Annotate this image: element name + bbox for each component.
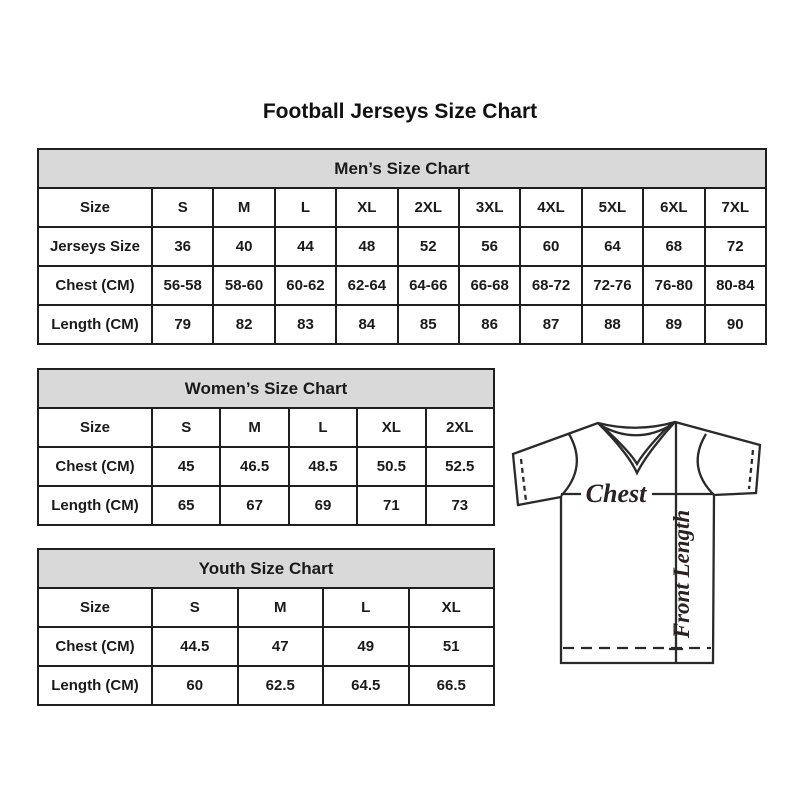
right-sleeve-seam	[698, 434, 714, 495]
table-title-row	[38, 149, 766, 188]
value-cell: 52.5	[426, 447, 494, 486]
left-sleeve-seam	[561, 434, 577, 496]
value-cell: 72-76	[582, 266, 643, 305]
value-cell: M	[238, 588, 324, 627]
right-cuff-stitch-line	[749, 450, 753, 489]
value-cell: L	[275, 188, 336, 227]
value-cell: 68	[643, 227, 704, 266]
table-row	[38, 666, 494, 705]
table-row	[38, 486, 494, 525]
row-label-cell: Size	[38, 588, 152, 627]
value-cell: 73	[426, 486, 494, 525]
value-cell: XL	[336, 188, 397, 227]
value-cell: 45	[152, 447, 220, 486]
table-row	[38, 305, 766, 344]
value-cell: 69	[289, 486, 357, 525]
value-cell: 4XL	[520, 188, 581, 227]
value-cell: 2XL	[426, 408, 494, 447]
value-cell: 85	[398, 305, 459, 344]
value-cell: XL	[357, 408, 425, 447]
table-row	[38, 188, 766, 227]
value-cell: 64.5	[323, 666, 409, 705]
value-cell: 52	[398, 227, 459, 266]
value-cell: 64-66	[398, 266, 459, 305]
value-cell: 3XL	[459, 188, 520, 227]
table-title: Youth Size Chart	[38, 549, 494, 588]
value-cell: 47	[238, 627, 324, 666]
jersey-outline	[513, 422, 760, 663]
value-cell: 71	[357, 486, 425, 525]
value-cell: 72	[705, 227, 766, 266]
value-cell: S	[152, 588, 238, 627]
value-cell: 6XL	[643, 188, 704, 227]
value-cell: M	[220, 408, 288, 447]
row-label-cell: Size	[38, 408, 152, 447]
value-cell: 83	[275, 305, 336, 344]
value-cell: 88	[582, 305, 643, 344]
value-cell: 62-64	[336, 266, 397, 305]
value-cell: 36	[152, 227, 213, 266]
value-cell: 66.5	[409, 666, 495, 705]
value-cell: 5XL	[582, 188, 643, 227]
table-row	[38, 227, 766, 266]
value-cell: 76-80	[643, 266, 704, 305]
value-cell: 90	[705, 305, 766, 344]
table-row	[38, 627, 494, 666]
value-cell: 56-58	[152, 266, 213, 305]
row-label-cell: Chest (CM)	[38, 266, 152, 305]
row-label-cell: Chest (CM)	[38, 627, 152, 666]
youth-size-table	[37, 548, 495, 706]
value-cell: 56	[459, 227, 520, 266]
value-cell: L	[323, 588, 409, 627]
womens-size-table	[37, 368, 495, 526]
value-cell: S	[152, 408, 220, 447]
value-cell: 79	[152, 305, 213, 344]
value-cell: 58-60	[213, 266, 274, 305]
value-cell: 89	[643, 305, 704, 344]
value-cell: 82	[213, 305, 274, 344]
value-cell: 7XL	[705, 188, 766, 227]
table-title-row	[38, 549, 494, 588]
value-cell: 60	[520, 227, 581, 266]
value-cell: M	[213, 188, 274, 227]
row-label-cell: Chest (CM)	[38, 447, 152, 486]
value-cell: 65	[152, 486, 220, 525]
chest-label: Chest	[585, 479, 647, 508]
left-cuff-stitch-line	[521, 459, 526, 501]
value-cell: 46.5	[220, 447, 288, 486]
table-row	[38, 408, 494, 447]
value-cell: L	[289, 408, 357, 447]
value-cell: 66-68	[459, 266, 520, 305]
value-cell: S	[152, 188, 213, 227]
value-cell: 80-84	[705, 266, 766, 305]
page-title: Football Jerseys Size Chart	[262, 100, 538, 123]
value-cell: 48	[336, 227, 397, 266]
value-cell: 44	[275, 227, 336, 266]
jersey-diagram-svg	[500, 405, 772, 673]
value-cell: 2XL	[398, 188, 459, 227]
row-label-cell: Length (CM)	[38, 486, 152, 525]
table-row	[38, 266, 766, 305]
row-label-cell: Length (CM)	[38, 666, 152, 705]
row-label-cell: Jerseys Size	[38, 227, 152, 266]
value-cell: 60-62	[275, 266, 336, 305]
value-cell: XL	[409, 588, 495, 627]
value-cell: 86	[459, 305, 520, 344]
table-row	[38, 447, 494, 486]
value-cell: 50.5	[357, 447, 425, 486]
value-cell: 84	[336, 305, 397, 344]
value-cell: 87	[520, 305, 581, 344]
jersey-measurement-diagram	[500, 405, 772, 673]
value-cell: 67	[220, 486, 288, 525]
value-cell: 40	[213, 227, 274, 266]
value-cell: 48.5	[289, 447, 357, 486]
value-cell: 60	[152, 666, 238, 705]
table-title: Women’s Size Chart	[38, 369, 494, 408]
row-label-cell: Size	[38, 188, 152, 227]
value-cell: 49	[323, 627, 409, 666]
value-cell: 64	[582, 227, 643, 266]
table-row	[38, 588, 494, 627]
value-cell: 62.5	[238, 666, 324, 705]
value-cell: 44.5	[152, 627, 238, 666]
table-title-row	[38, 369, 494, 408]
value-cell: 51	[409, 627, 495, 666]
front-length-label: Front Length	[669, 509, 694, 639]
row-label-cell: Length (CM)	[38, 305, 152, 344]
value-cell: 68-72	[520, 266, 581, 305]
table-title: Men’s Size Chart	[38, 149, 766, 188]
mens-size-table	[37, 148, 767, 345]
